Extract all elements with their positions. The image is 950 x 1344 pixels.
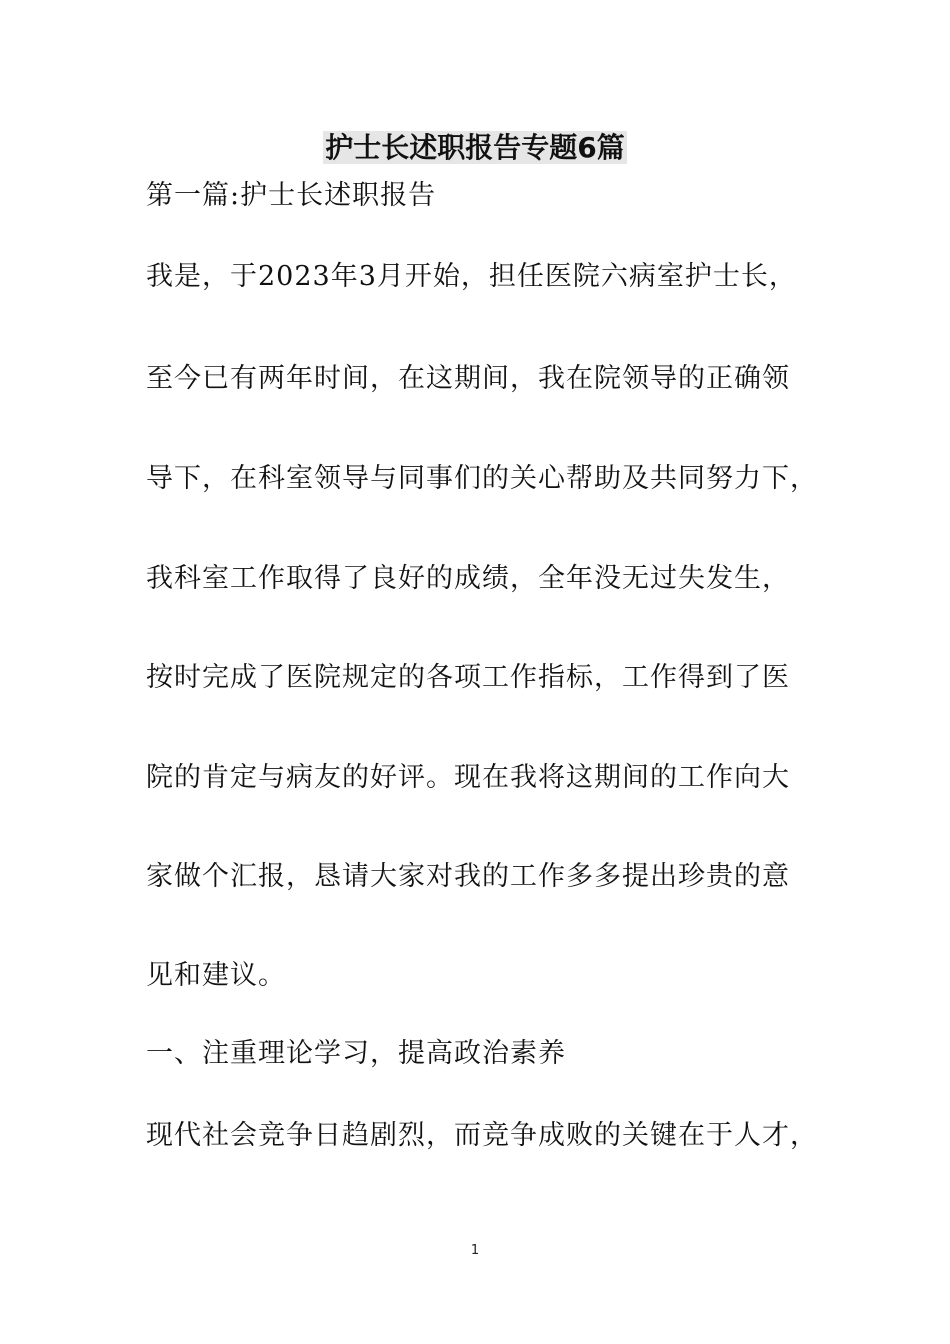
paragraph-line: 家做个汇报，恳请大家对我的工作多多提出珍贵的意 [146, 861, 790, 892]
paragraph-line: 至今已有两年时间，在这期间，我在院领导的正确领 [146, 363, 790, 394]
paragraph-line: 我是，于2023年3月开始，担任医院六病室护士长， [146, 261, 797, 292]
paragraph-line: 院的肯定与病友的好评。现在我将这期间的工作向大 [146, 762, 790, 793]
subheading: 一、注重理论学习，提高政治素养 [146, 1038, 566, 1069]
page-number: 1 [470, 1243, 480, 1258]
section-heading: 第一篇:护士长述职报告 [146, 180, 437, 211]
paragraph-line: 导下，在科室领导与同事们的关心帮助及共同努力下， [146, 463, 818, 494]
document-title-text: 护士长述职报告专题6篇 [325, 131, 625, 164]
paragraph-line: 现代社会竞争日趋剧烈，而竞争成败的关键在于人才， [146, 1120, 818, 1151]
paragraph-line: 见和建议。 [146, 960, 286, 991]
document-title [0, 128, 950, 168]
paragraph-line: 我科室工作取得了良好的成绩，全年没无过失发生， [146, 563, 790, 594]
paragraph-line: 按时完成了医院规定的各项工作指标，工作得到了医 [146, 662, 790, 693]
